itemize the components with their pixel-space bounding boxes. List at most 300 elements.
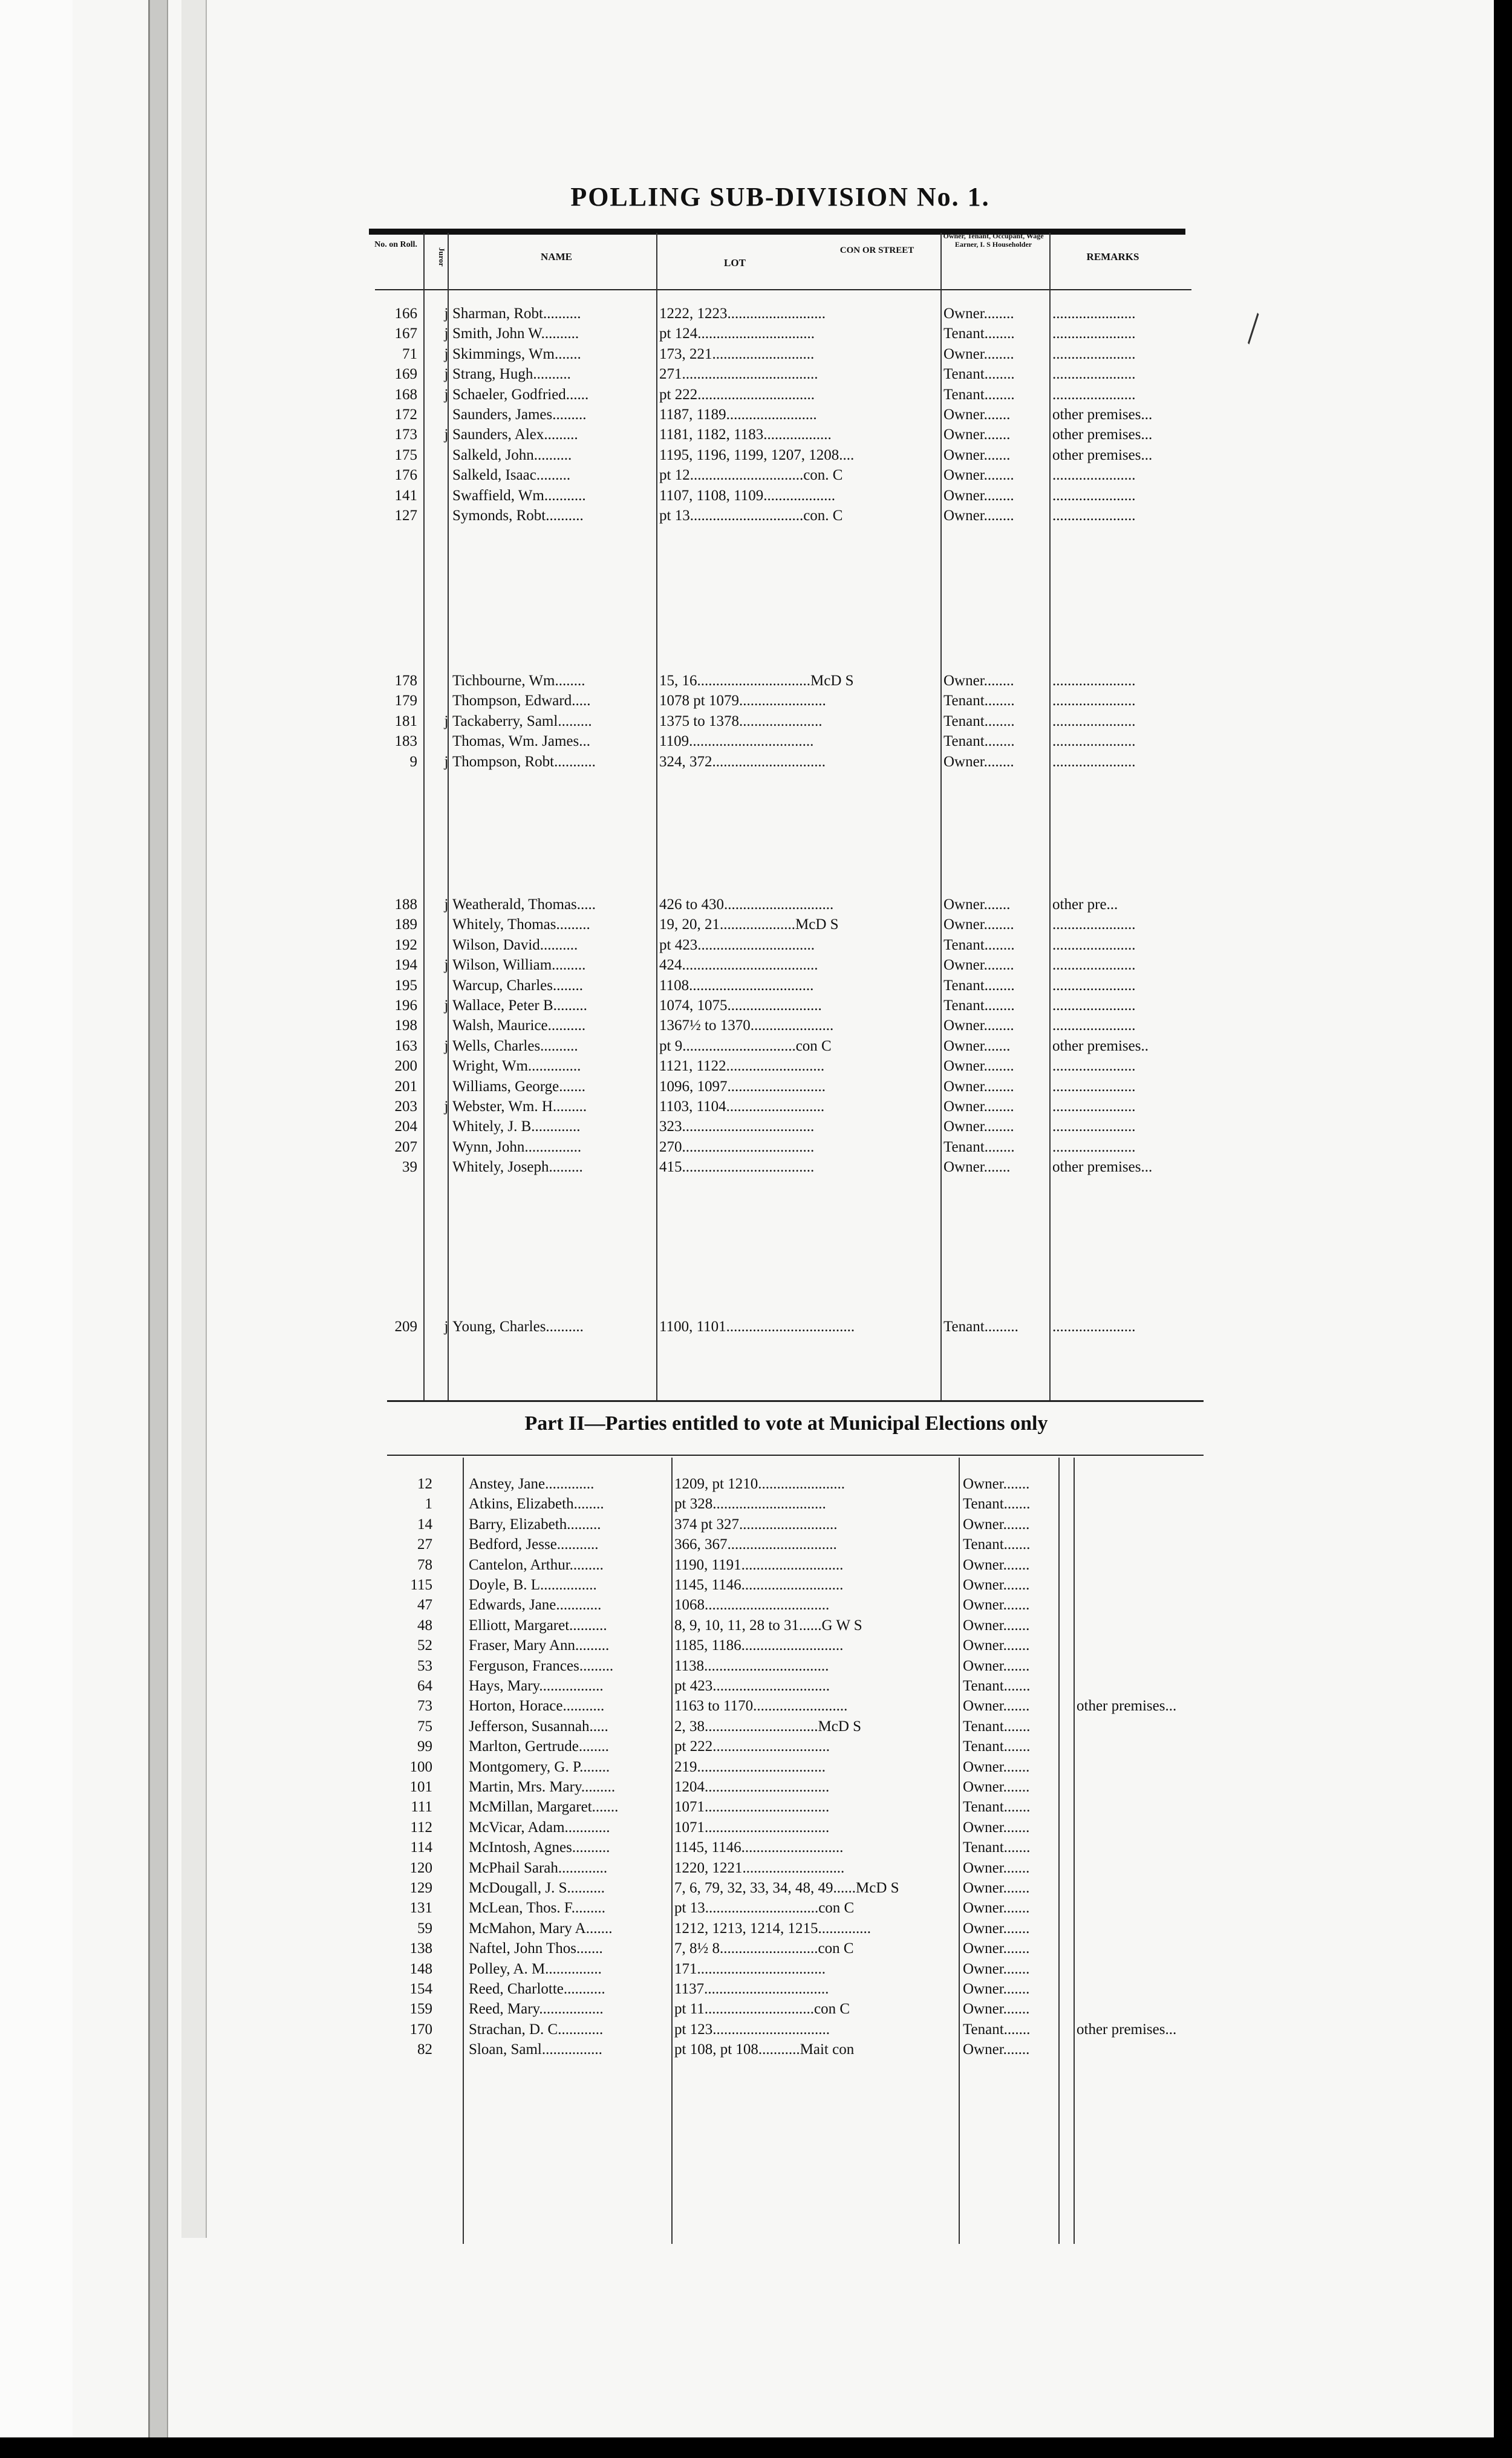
roll-number: 112 bbox=[410, 1819, 432, 1836]
remarks: other premises... bbox=[1077, 2021, 1177, 2038]
voter-name: Doyle, B. L............... bbox=[469, 1577, 597, 1593]
voter-name: McLean, Thos. F......... bbox=[469, 1900, 605, 1917]
roll-number: 53 bbox=[417, 1657, 432, 1674]
voter-name: McIntosh, Agnes.......... bbox=[469, 1839, 610, 1856]
remarks: ...................... bbox=[1052, 467, 1136, 484]
voter-name: Cantelon, Arthur......... bbox=[469, 1556, 604, 1573]
table-row bbox=[0, 325, 1210, 346]
lot-description: pt 328.............................. bbox=[674, 1496, 826, 1513]
juror-mark: j bbox=[444, 325, 449, 342]
voter-name: Smith, John W.......... bbox=[452, 325, 579, 342]
table-row bbox=[0, 1900, 1240, 1920]
voter-name: Strachan, D. C............ bbox=[469, 2021, 604, 2038]
roll-number: 179 bbox=[394, 693, 417, 709]
roll-number: 167 bbox=[394, 325, 417, 342]
voter-name: Hays, Mary................. bbox=[469, 1678, 604, 1694]
lot-description: 1096, 1097.......................... bbox=[659, 1078, 826, 1095]
voter-name: Wallace, Peter B......... bbox=[452, 997, 587, 1014]
lot-description: 323................................... bbox=[659, 1118, 815, 1135]
status: Tenant....... bbox=[963, 1718, 1031, 1735]
remarks: ...................... bbox=[1052, 325, 1136, 342]
roll-number: 64 bbox=[417, 1678, 432, 1694]
lot-description: 1222, 1223.......................... bbox=[659, 305, 826, 322]
roll-number: 73 bbox=[417, 1698, 432, 1715]
table-row bbox=[0, 467, 1210, 487]
status: Owner....... bbox=[943, 446, 1011, 463]
lot-description: pt 222............................... bbox=[674, 1738, 830, 1755]
status: Tenant....... bbox=[963, 1839, 1031, 1856]
roll-number: 120 bbox=[409, 1859, 432, 1876]
table-row bbox=[0, 713, 1210, 734]
lot-description: 1220, 1221........................... bbox=[674, 1859, 845, 1876]
voter-name: Barry, Elizabeth......... bbox=[469, 1516, 601, 1533]
lot-description: 1195, 1196, 1199, 1207, 1208.... bbox=[659, 446, 855, 463]
remarks: ...................... bbox=[1052, 1078, 1136, 1095]
status: Owner....... bbox=[943, 1159, 1011, 1176]
table-row bbox=[0, 406, 1210, 427]
table-row bbox=[0, 733, 1210, 754]
roll-number: 168 bbox=[394, 386, 417, 403]
juror-mark: j bbox=[444, 753, 449, 770]
roll-number: 203 bbox=[394, 1098, 417, 1115]
table-row bbox=[0, 1098, 1210, 1119]
roll-number: 194 bbox=[394, 957, 417, 974]
lot-description: 271.................................... bbox=[659, 366, 818, 383]
table-row bbox=[0, 937, 1210, 957]
header-rule bbox=[375, 289, 1191, 290]
roll-number: 198 bbox=[394, 1017, 417, 1034]
status: Owner....... bbox=[963, 1920, 1030, 1937]
lot-description: 426 to 430............................. bbox=[659, 896, 834, 913]
header-con: CON OR STREET bbox=[839, 246, 914, 255]
lot-description: 19, 20, 21....................McD S bbox=[659, 916, 839, 933]
status: Owner....... bbox=[963, 1657, 1030, 1674]
table-row bbox=[0, 1961, 1240, 1981]
remarks: ...................... bbox=[1052, 1138, 1136, 1155]
table-row bbox=[0, 1496, 1240, 1516]
remarks: ...................... bbox=[1052, 977, 1136, 994]
roll-number: 200 bbox=[394, 1058, 417, 1075]
lot-description: 270................................... bbox=[659, 1138, 815, 1155]
voter-name: Atkins, Elizabeth........ bbox=[469, 1496, 604, 1513]
remarks: ...................... bbox=[1052, 345, 1136, 362]
table-row bbox=[0, 1597, 1240, 1617]
voter-name: Williams, George....... bbox=[452, 1078, 586, 1095]
table-row bbox=[0, 2041, 1240, 2062]
roll-number: 159 bbox=[409, 2001, 432, 2018]
lot-description: 15, 16..............................McD S bbox=[659, 673, 854, 689]
status: Tenant....... bbox=[963, 2021, 1031, 2038]
roll-number: 181 bbox=[394, 712, 417, 729]
table-row bbox=[0, 1920, 1240, 1941]
status: Owner........ bbox=[943, 753, 1014, 770]
table-row bbox=[0, 2001, 1240, 2021]
status: Tenant......... bbox=[943, 1319, 1018, 1335]
roll-number: 195 bbox=[394, 977, 417, 994]
lot-description: 1071................................. bbox=[674, 1799, 830, 1816]
remarks: ...................... bbox=[1052, 957, 1136, 974]
status: Tenant........ bbox=[943, 325, 1015, 342]
lot-description: 1071................................. bbox=[674, 1819, 830, 1836]
roll-number: 115 bbox=[410, 1577, 432, 1593]
juror-mark: j bbox=[444, 345, 449, 362]
lot-description: 424.................................... bbox=[659, 957, 818, 974]
table-row bbox=[0, 1880, 1240, 1900]
juror-mark: j bbox=[444, 1098, 449, 1115]
roll-number: 170 bbox=[409, 2021, 432, 2038]
roll-number: 172 bbox=[394, 406, 417, 423]
remarks: ...................... bbox=[1052, 733, 1136, 750]
table-row bbox=[0, 1476, 1240, 1496]
status: Owner........ bbox=[943, 1098, 1014, 1115]
roll-number: 178 bbox=[394, 673, 417, 689]
remarks: other premises... bbox=[1077, 1698, 1177, 1715]
roll-number: 201 bbox=[394, 1078, 417, 1095]
status: Owner........ bbox=[943, 1058, 1014, 1075]
table-row bbox=[0, 487, 1210, 508]
table-row bbox=[0, 1819, 1240, 1840]
lot-description: 1074, 1075......................... bbox=[659, 997, 822, 1014]
status: Owner........ bbox=[943, 673, 1014, 689]
juror-mark: j bbox=[444, 366, 449, 383]
status: Owner....... bbox=[943, 426, 1011, 443]
status: Owner....... bbox=[963, 1577, 1030, 1593]
roll-number: 166 bbox=[394, 305, 417, 322]
status: Tenant....... bbox=[963, 1496, 1031, 1513]
status: Owner....... bbox=[963, 1476, 1030, 1492]
table-row bbox=[0, 1940, 1240, 1961]
table-row bbox=[0, 1078, 1210, 1099]
part2-rule bbox=[387, 1400, 1204, 1402]
roll-number: 12 bbox=[417, 1476, 432, 1492]
status: Owner....... bbox=[963, 1516, 1030, 1533]
part2-title: Part II—Parties entitled to vote at Municipal Elections only bbox=[524, 1412, 1048, 1435]
roll-number: 204 bbox=[394, 1118, 417, 1135]
remarks: ...................... bbox=[1052, 1118, 1136, 1135]
table-row bbox=[0, 1637, 1240, 1658]
voter-name: Symonds, Robt.......... bbox=[452, 507, 584, 524]
status: Tenant....... bbox=[963, 1799, 1031, 1816]
status: Owner....... bbox=[943, 406, 1011, 423]
roll-number: 192 bbox=[394, 936, 417, 953]
juror-mark: j bbox=[444, 426, 449, 443]
table-row bbox=[0, 1981, 1240, 2001]
roll-number: 47 bbox=[417, 1597, 432, 1614]
remarks: ...................... bbox=[1052, 936, 1136, 953]
status: Owner....... bbox=[963, 2041, 1030, 2058]
status: Owner........ bbox=[943, 1078, 1014, 1095]
roll-number: 48 bbox=[417, 1617, 432, 1634]
table-row bbox=[0, 1139, 1210, 1159]
table-row bbox=[0, 1557, 1240, 1577]
status: Owner........ bbox=[943, 345, 1014, 362]
voter-name: Thompson, Edward..... bbox=[452, 693, 591, 709]
header-status: Owner, Tenant, Occupant, Wage Earner, I. S Householder bbox=[943, 232, 1044, 249]
status: Owner....... bbox=[963, 1556, 1030, 1573]
remarks: other premises.. bbox=[1052, 1037, 1149, 1054]
table-row bbox=[0, 1759, 1240, 1779]
lot-description: 374 pt 327.......................... bbox=[674, 1516, 838, 1533]
lot-description: 1121, 1122.......................... bbox=[659, 1058, 825, 1075]
table-row bbox=[0, 977, 1210, 998]
status: Owner....... bbox=[963, 1597, 1030, 1614]
voter-name: Bedford, Jesse........... bbox=[469, 1536, 599, 1553]
lot-description: 2, 38..............................McD S bbox=[674, 1718, 862, 1735]
status: Tenant........ bbox=[943, 936, 1015, 953]
status: Owner....... bbox=[963, 1981, 1030, 1997]
table-row bbox=[0, 1017, 1210, 1038]
voter-name: Whitely, Thomas......... bbox=[452, 916, 590, 933]
part2-header-rule bbox=[387, 1455, 1204, 1456]
roll-number: 207 bbox=[394, 1138, 417, 1155]
juror-mark: j bbox=[444, 1319, 449, 1335]
lot-description: 324, 372.............................. bbox=[659, 753, 826, 770]
voter-name: Salkeld, Isaac......... bbox=[452, 467, 571, 484]
status: Tenant........ bbox=[943, 712, 1015, 729]
remarks: other premises... bbox=[1052, 1159, 1153, 1176]
remarks: ...................... bbox=[1052, 366, 1136, 383]
remarks: ...................... bbox=[1052, 386, 1136, 403]
header-lot: LOT bbox=[724, 257, 746, 269]
roll-number: 141 bbox=[394, 487, 417, 504]
remarks: ...................... bbox=[1052, 1058, 1136, 1075]
voter-name: Whitely, J. B............. bbox=[452, 1118, 581, 1135]
voter-name: Edwards, Jane............ bbox=[469, 1597, 602, 1614]
juror-mark: j bbox=[444, 305, 449, 322]
roll-number: 169 bbox=[394, 366, 417, 383]
table-row bbox=[0, 896, 1210, 917]
table-row bbox=[0, 1799, 1240, 1819]
voter-name: Jefferson, Susannah..... bbox=[469, 1718, 608, 1735]
table-row bbox=[0, 1658, 1240, 1678]
roll-number: 111 bbox=[411, 1799, 432, 1816]
lot-description: pt 423............................... bbox=[674, 1678, 830, 1694]
roll-number: 189 bbox=[394, 916, 417, 933]
status: Owner....... bbox=[943, 896, 1011, 913]
juror-mark: j bbox=[444, 386, 449, 403]
status: Owner........ bbox=[943, 916, 1014, 933]
page-title: POLLING SUB-DIVISION No. 1. bbox=[570, 182, 990, 212]
lot-description: 415................................... bbox=[659, 1159, 815, 1176]
lot-description: 171.................................. bbox=[674, 1960, 826, 1977]
status: Owner....... bbox=[963, 1819, 1030, 1836]
lot-description: 1068................................. bbox=[674, 1597, 830, 1614]
voter-name: Wilson, David.......... bbox=[452, 936, 578, 953]
table-row bbox=[0, 1038, 1210, 1058]
status: Tenant....... bbox=[963, 1738, 1031, 1755]
remarks: ...................... bbox=[1052, 1098, 1136, 1115]
remarks: other premises... bbox=[1052, 426, 1153, 443]
lot-description: 1107, 1108, 1109................... bbox=[659, 487, 835, 504]
status: Tenant........ bbox=[943, 997, 1015, 1014]
status: Owner....... bbox=[963, 1698, 1030, 1715]
remarks: ...................... bbox=[1052, 673, 1136, 689]
voter-name: Weatherald, Thomas..... bbox=[452, 896, 596, 913]
lot-description: pt 12..............................con. C bbox=[659, 467, 843, 484]
header-roll: No. on Roll. bbox=[374, 240, 417, 249]
juror-mark: j bbox=[444, 1037, 449, 1054]
status: Tenant........ bbox=[943, 977, 1015, 994]
roll-number: 9 bbox=[409, 753, 417, 770]
roll-number: 148 bbox=[409, 1960, 432, 1977]
lot-description: 1103, 1104.......................... bbox=[659, 1098, 825, 1115]
status: Owner........ bbox=[943, 957, 1014, 974]
voter-name: Salkeld, John.......... bbox=[452, 446, 572, 463]
roll-number: 100 bbox=[409, 1758, 432, 1775]
table-row bbox=[0, 1118, 1210, 1139]
voter-name: McDougall, J. S.......... bbox=[469, 1880, 605, 1896]
remarks: other premises... bbox=[1052, 446, 1153, 463]
status: Owner....... bbox=[963, 1637, 1030, 1654]
lot-description: 1108................................. bbox=[659, 977, 814, 994]
table-row bbox=[0, 447, 1210, 468]
roll-number: 175 bbox=[394, 446, 417, 463]
remarks: ...................... bbox=[1052, 997, 1136, 1014]
roll-number: 71 bbox=[402, 345, 417, 362]
roll-number: 14 bbox=[417, 1516, 432, 1533]
roll-number: 101 bbox=[409, 1779, 432, 1795]
status: Owner....... bbox=[943, 1037, 1011, 1054]
status: Owner........ bbox=[943, 507, 1014, 524]
voter-name: Tackaberry, Saml......... bbox=[452, 712, 592, 729]
lot-description: pt 423............................... bbox=[659, 936, 815, 953]
roll-number: 27 bbox=[417, 1536, 432, 1553]
status: Tenant....... bbox=[963, 1536, 1031, 1553]
table-row bbox=[0, 386, 1210, 407]
table-row bbox=[0, 957, 1210, 977]
status: Tenant........ bbox=[943, 386, 1015, 403]
roll-number: 138 bbox=[409, 1940, 432, 1957]
table-row bbox=[0, 754, 1210, 774]
status: Owner....... bbox=[963, 1960, 1030, 1977]
lot-description: 173, 221........................... bbox=[659, 345, 815, 362]
status: Owner........ bbox=[943, 305, 1014, 322]
voter-name: Fraser, Mary Ann......... bbox=[469, 1637, 610, 1654]
lot-description: 366, 367............................. bbox=[674, 1536, 837, 1553]
voter-name: Sharman, Robt.......... bbox=[452, 305, 581, 322]
voter-name: Naftel, John Thos....... bbox=[469, 1940, 603, 1957]
status: Owner........ bbox=[943, 487, 1014, 504]
roll-number: 1 bbox=[425, 1496, 432, 1513]
lot-description: 7, 8½ 8..........................con C bbox=[674, 1940, 854, 1957]
status: Owner....... bbox=[963, 1940, 1030, 1957]
voter-name: Horton, Horace........... bbox=[469, 1698, 605, 1715]
roll-number: 99 bbox=[417, 1738, 432, 1755]
roll-number: 154 bbox=[409, 1981, 432, 1997]
header-remarks: REMARKS bbox=[1086, 251, 1139, 262]
status: Tenant........ bbox=[943, 693, 1015, 709]
roll-number: 209 bbox=[394, 1319, 417, 1335]
lot-description: 1209, pt 1210....................... bbox=[674, 1476, 845, 1492]
lot-description: pt 108, pt 108...........Mait con bbox=[674, 2041, 855, 2058]
roll-number: 127 bbox=[394, 507, 417, 524]
remarks: ...................... bbox=[1052, 305, 1136, 322]
table-row bbox=[0, 1779, 1240, 1799]
lot-description: 219.................................. bbox=[674, 1758, 826, 1775]
remarks: ...................... bbox=[1052, 753, 1136, 770]
table-row bbox=[0, 366, 1210, 386]
table-row bbox=[0, 426, 1210, 447]
lot-description: 1100, 1101.................................. bbox=[659, 1319, 855, 1335]
voter-name: Reed, Mary................. bbox=[469, 2001, 604, 2018]
voter-name: Skimmings, Wm....... bbox=[452, 345, 581, 362]
status: Tenant........ bbox=[943, 1138, 1015, 1155]
lot-description: 1212, 1213, 1214, 1215.............. bbox=[674, 1920, 871, 1937]
voter-name: McPhail Sarah............. bbox=[469, 1859, 608, 1876]
lot-description: 1145, 1146........................... bbox=[674, 1839, 844, 1856]
roll-number: 39 bbox=[402, 1159, 417, 1176]
voter-name: Strang, Hugh.......... bbox=[452, 366, 571, 383]
juror-mark: j bbox=[444, 997, 449, 1014]
table-row bbox=[0, 1738, 1240, 1759]
roll-number: 163 bbox=[394, 1037, 417, 1054]
table-row bbox=[0, 1839, 1240, 1860]
lot-description: 1375 to 1378...................... bbox=[659, 712, 823, 729]
voter-name: Saunders, James......... bbox=[452, 406, 587, 423]
lot-description: pt 13..............................con C bbox=[674, 1900, 855, 1917]
voter-name: Montgomery, G. P........ bbox=[469, 1758, 610, 1775]
remarks: other premises... bbox=[1052, 406, 1153, 423]
table-row bbox=[0, 1617, 1240, 1638]
table-row bbox=[0, 1516, 1240, 1537]
lot-description: 1187, 1189........................ bbox=[659, 406, 817, 423]
voter-name: Polley, A. M............... bbox=[469, 1960, 602, 1977]
roll-number: 173 bbox=[394, 426, 417, 443]
table-row bbox=[0, 1159, 1210, 1179]
lot-description: 1190, 1191........................... bbox=[674, 1556, 844, 1573]
voter-name: Reed, Charlotte........... bbox=[469, 1981, 605, 1997]
voter-name: Wilson, William......... bbox=[452, 957, 586, 974]
voter-name: Marlton, Gertrude........ bbox=[469, 1738, 609, 1755]
voter-name: Tichbourne, Wm........ bbox=[452, 673, 585, 689]
lot-description: 7, 6, 79, 32, 33, 34, 48, 49......McD S bbox=[674, 1880, 899, 1896]
juror-mark: j bbox=[444, 896, 449, 913]
lot-description: 8, 9, 10, 11, 28 to 31......G W S bbox=[674, 1617, 862, 1634]
roll-number: 196 bbox=[394, 997, 417, 1014]
table-row bbox=[0, 997, 1210, 1018]
table-row bbox=[0, 507, 1210, 528]
header-juror: Juror bbox=[437, 247, 446, 267]
status: Owner....... bbox=[963, 1758, 1030, 1775]
roll-number: 82 bbox=[417, 2041, 432, 2058]
table-row bbox=[0, 1860, 1240, 1880]
table-row bbox=[0, 1536, 1240, 1557]
ink-mark: ╲ bbox=[1238, 314, 1268, 344]
lot-description: 1145, 1146........................... bbox=[674, 1577, 844, 1593]
status: Tenant........ bbox=[943, 733, 1015, 750]
remarks: ...................... bbox=[1052, 916, 1136, 933]
table-row bbox=[0, 1319, 1210, 1339]
lot-description: 1138................................. bbox=[674, 1657, 829, 1674]
table-row bbox=[0, 673, 1210, 693]
remarks: ...................... bbox=[1052, 712, 1136, 729]
status: Owner....... bbox=[963, 1900, 1030, 1917]
remarks: ...................... bbox=[1052, 507, 1136, 524]
roll-number: 52 bbox=[417, 1637, 432, 1654]
header-name: NAME bbox=[541, 251, 572, 262]
lot-description: 1137................................. bbox=[674, 1981, 829, 1997]
status: Owner....... bbox=[963, 1617, 1030, 1634]
voter-name: Martin, Mrs. Mary......... bbox=[469, 1779, 616, 1795]
table-row bbox=[0, 346, 1210, 367]
voter-name: McMillan, Margaret....... bbox=[469, 1799, 619, 1816]
voter-name: Thompson, Robt........... bbox=[452, 753, 596, 770]
status: Owner....... bbox=[963, 2001, 1030, 2018]
lot-description: pt 124............................... bbox=[659, 325, 815, 342]
voter-name: McVicar, Adam............ bbox=[469, 1819, 610, 1836]
table-row bbox=[0, 1698, 1240, 1718]
voter-name: Schaeler, Godfried...... bbox=[452, 386, 589, 403]
